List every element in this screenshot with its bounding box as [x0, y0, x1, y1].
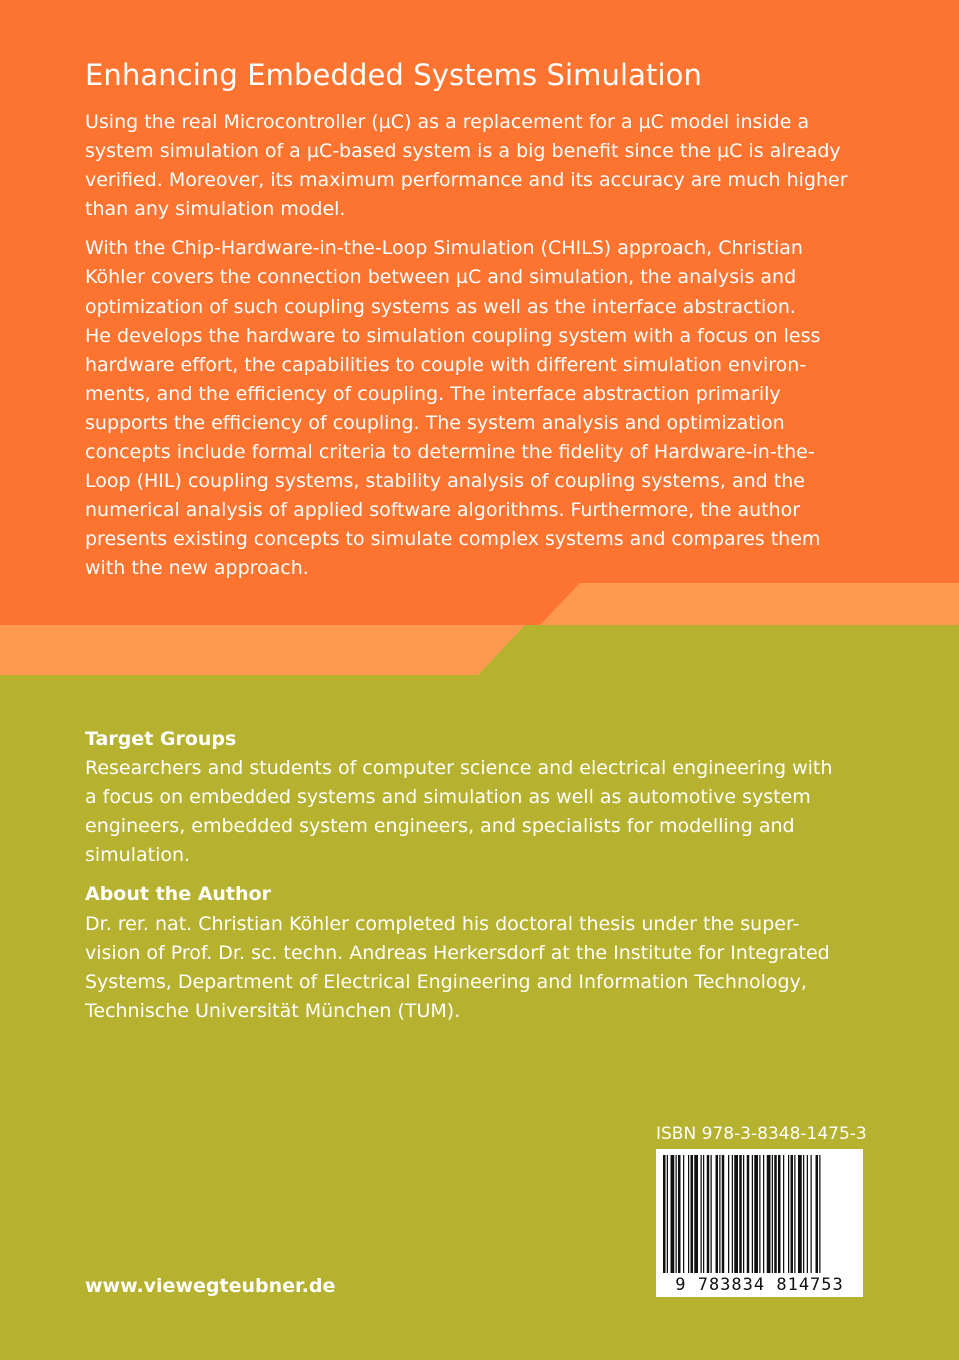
intro-text	[85, 108, 875, 594]
barcode-bar	[667, 1155, 668, 1273]
text-line: Loop (HIL) coupling systems, stability analysis of coupling systems, and the	[85, 470, 805, 493]
barcode-bar	[703, 1155, 704, 1273]
barcode-bar	[819, 1155, 820, 1273]
text-line: With the Chip-Hardware-in-the-Loop Simulation (CHILS) approach, Christian	[85, 237, 803, 260]
text-line: hardware effort, the capabilities to couple with different simulation environ-	[85, 353, 807, 376]
isbn-label: ISBN 978-3-8348-1475-3	[656, 1124, 867, 1144]
intro-paragraph-2	[85, 234, 875, 583]
target-groups-heading: Target Groups	[85, 728, 237, 750]
barcode-bar	[743, 1155, 744, 1273]
text-line: Systems, Department of Electrical Engineering and Information Technology,	[85, 970, 807, 993]
barcode-bar	[728, 1155, 729, 1273]
text-line: Köhler covers the connection between µC and simulation, the analysis and	[85, 266, 797, 289]
barcode-bar	[759, 1155, 760, 1273]
barcode-bar	[772, 1155, 773, 1273]
barcode-bar	[719, 1155, 720, 1273]
text-line: vision of Prof. Dr. sc. techn. Andreas Herkersdorf at the Institute for Integrated	[85, 941, 830, 964]
barcode-bar	[739, 1155, 742, 1273]
barcode-bar	[788, 1155, 789, 1273]
barcode-bar	[778, 1155, 781, 1273]
barcode-bar	[683, 1155, 684, 1273]
barcode-bar	[663, 1155, 666, 1273]
text-line: simulation.	[85, 844, 191, 867]
barcode-bar	[676, 1155, 677, 1273]
barcode-bar	[774, 1155, 777, 1273]
about-author-heading: About the Author	[85, 883, 271, 906]
text-line: engineers, embedded system engineers, and specialists for modelling and	[85, 815, 795, 838]
text-line: optimization of such coupling systems as well as the interface abstraction.	[85, 295, 796, 318]
barcode-bar	[707, 1155, 710, 1273]
text-line: a focus on embedded systems and simulation as well as automotive system	[85, 786, 811, 809]
barcode-bar	[711, 1155, 712, 1273]
text-line: numerical analysis of applied software algorithms. Furthermore, the author	[85, 499, 801, 522]
text-line: ments, and the efficiency of coupling. The interface abstraction primarily	[85, 382, 781, 405]
barcode-bar	[671, 1155, 675, 1273]
text-line: than any simulation model.	[85, 198, 346, 221]
lower-text	[85, 725, 875, 1036]
barcode-bar	[807, 1155, 808, 1273]
text-line: Using the real Microcontroller (µC) as a replacement for a µC model inside a	[85, 111, 810, 133]
text-line: Dr. rer. nat. Christian Köhler completed his doctoral thesis under the super-	[85, 912, 800, 935]
barcode-bar	[688, 1155, 689, 1273]
barcode-bar	[694, 1155, 698, 1273]
barcode-bar	[794, 1155, 795, 1273]
barcode-digits: 9 783834 814753	[656, 1273, 863, 1297]
barcode-bar	[811, 1155, 812, 1273]
text-line: system simulation of a µC-based system is a big benefit since the µC is already	[85, 140, 841, 163]
text-line: supports the efficiency of coupling. The system analysis and optimization	[85, 411, 785, 434]
barcode-bar	[803, 1155, 804, 1273]
text-line: with the new approach.	[85, 557, 309, 580]
barcode-bar	[754, 1155, 758, 1273]
barcode-bar	[716, 1155, 719, 1273]
barcode-bar	[732, 1155, 733, 1273]
barcode-bar	[763, 1155, 764, 1273]
intro-paragraph-1	[85, 108, 875, 224]
barcode	[656, 1149, 863, 1297]
page-title: Enhancing Embedded Systems Simulation	[85, 58, 702, 92]
barcode-bar	[722, 1155, 725, 1273]
text-line: He develops the hardware to simulation coupling system with a focus on less	[85, 324, 821, 347]
text-line: concepts include formal criteria to determine the fidelity of Hardware-in-the-	[85, 441, 815, 464]
barcode-bar	[798, 1155, 802, 1273]
barcode-bar	[734, 1155, 738, 1273]
barcode-bar	[678, 1155, 681, 1273]
text-line: Researchers and students of computer science and electrical engineering with	[85, 757, 833, 780]
barcode-bar	[783, 1155, 784, 1273]
band-left-stripe	[0, 625, 525, 675]
barcode-bar	[752, 1155, 753, 1273]
text-line: presents existing concepts to simulate complex systems and compares them	[85, 528, 821, 551]
text-line: verified. Moreover, its maximum performance and its accuracy are much higher	[85, 169, 848, 192]
text-line: Technische Universität München (TUM).	[85, 999, 461, 1022]
barcode-bar	[816, 1155, 819, 1273]
barcode-bar	[767, 1155, 771, 1273]
barcode-bar	[701, 1155, 702, 1273]
barcode-bar	[791, 1155, 794, 1273]
about-author-text	[85, 910, 875, 1026]
target-groups-text	[85, 754, 875, 870]
publisher-url: www.viewegteubner.de	[85, 1275, 336, 1297]
barcode-bar	[747, 1155, 750, 1273]
barcode-bar	[691, 1155, 694, 1273]
